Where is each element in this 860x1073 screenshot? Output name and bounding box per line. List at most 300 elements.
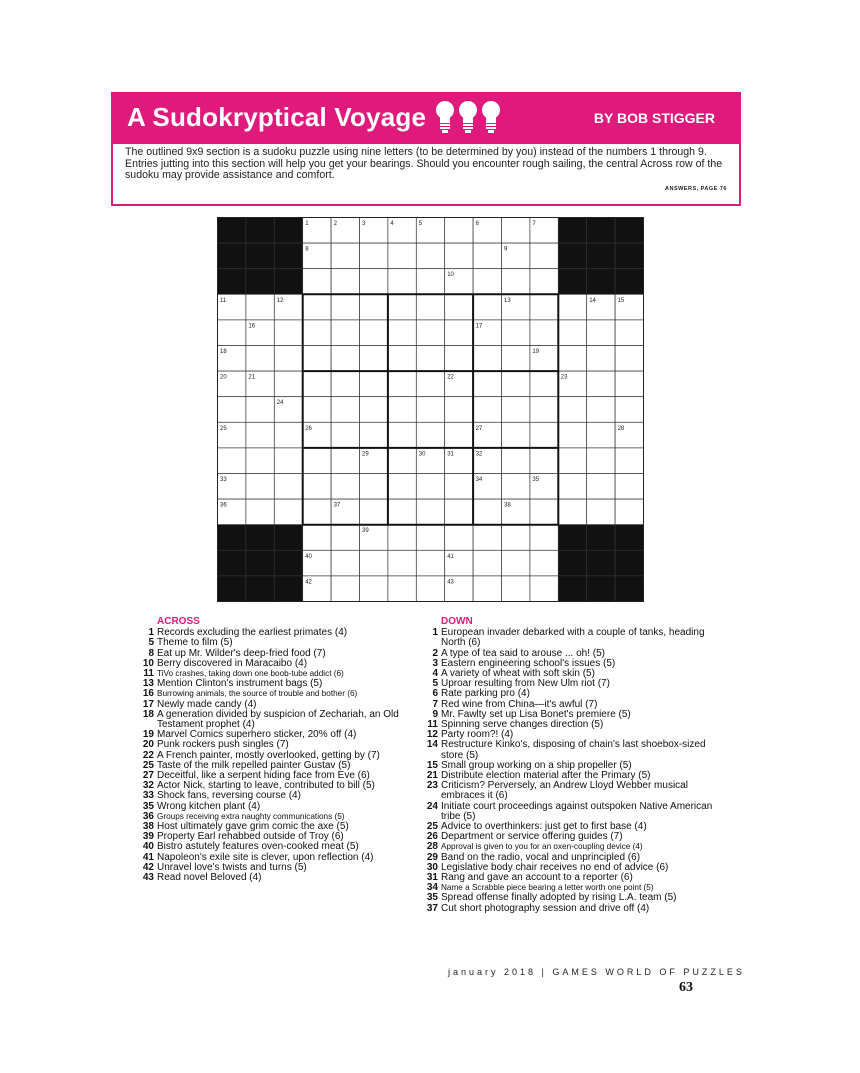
- black-square: [274, 243, 302, 269]
- difficulty-rating: [435, 100, 501, 136]
- grid-cell[interactable]: [303, 269, 331, 295]
- black-square: [246, 525, 274, 551]
- down-clues: [424, 617, 724, 914]
- grid-cell[interactable]: [416, 371, 444, 397]
- grid-cell[interactable]: [473, 269, 501, 295]
- clue-number: 15: [617, 297, 625, 304]
- crossword-grid: [217, 217, 644, 607]
- lightbulb-icon: [435, 100, 455, 136]
- down-heading: DOWN: [441, 616, 473, 627]
- clue-number-label: 25: [426, 821, 438, 833]
- grid-cell[interactable]: [587, 346, 615, 372]
- clue-text: Napoleon's exile site is clever, upon reflection (4): [157, 851, 374, 863]
- grid-cell[interactable]: [445, 294, 473, 320]
- title-banner: [111, 92, 741, 206]
- grid-cell[interactable]: [360, 243, 388, 269]
- clue-number-label: 2: [432, 647, 438, 659]
- grid-cell[interactable]: [303, 525, 331, 551]
- clue-number-label: 43: [142, 872, 154, 884]
- clue-number-label: 6: [432, 688, 438, 700]
- across-heading: ACROSS: [157, 616, 200, 627]
- grid-cell[interactable]: [530, 320, 558, 346]
- byline: BY BOB STIGGER: [593, 110, 715, 126]
- grid-cell[interactable]: [445, 218, 473, 244]
- grid-cell[interactable]: [331, 243, 359, 269]
- across-clue: [140, 710, 410, 730]
- grid-cell[interactable]: [246, 346, 274, 372]
- grid-cell[interactable]: [587, 499, 615, 525]
- clue-number: 27: [475, 425, 483, 432]
- grid-cell[interactable]: [615, 448, 643, 474]
- grid-cell[interactable]: [416, 397, 444, 423]
- grid-cell[interactable]: [274, 320, 302, 346]
- clue-number-label: 34: [426, 882, 438, 894]
- clue-number-label: 29: [426, 851, 438, 863]
- grid-cell[interactable]: [388, 346, 416, 372]
- grid-cell[interactable]: [473, 525, 501, 551]
- clue-number-label: 40: [142, 841, 154, 853]
- banner-header: [113, 94, 739, 144]
- black-square: [587, 218, 615, 244]
- black-square: [218, 576, 246, 602]
- grid-cell[interactable]: [416, 550, 444, 576]
- grid-cell[interactable]: [615, 474, 643, 500]
- across-clues: [140, 617, 410, 883]
- down-clue: [424, 904, 724, 914]
- clue-number: 34: [475, 477, 483, 483]
- lightbulb-icon: [458, 100, 478, 136]
- clue-text: Uproar resulting from New Ulm riot (7): [441, 678, 610, 690]
- clue-number: 42: [305, 579, 312, 586]
- black-square: [615, 269, 643, 295]
- grid-cell[interactable]: [246, 422, 274, 448]
- down-clue-list: [424, 628, 724, 914]
- grid-cell[interactable]: [388, 576, 416, 602]
- clue-number-label: 35: [142, 800, 154, 812]
- clue-text: Read novel Beloved (4): [157, 872, 262, 884]
- grid-cell[interactable]: [388, 371, 416, 397]
- clue-number: 5: [418, 221, 423, 227]
- grid-cell[interactable]: [473, 576, 501, 602]
- grid-cell[interactable]: [530, 525, 558, 551]
- grid-cell[interactable]: [502, 550, 530, 576]
- clue-number-label: 5: [432, 678, 438, 690]
- black-square: [246, 576, 274, 602]
- grid-cell[interactable]: [473, 243, 501, 269]
- clue-text: Name a Scrabble piece bearing a letter worth one point (5): [441, 883, 654, 893]
- black-square: [615, 243, 643, 269]
- clue-number-label: 17: [142, 698, 154, 710]
- clue-number-label: 32: [142, 780, 154, 792]
- grid-cell[interactable]: [360, 294, 388, 320]
- clue-number: 25: [220, 425, 227, 432]
- grid-cell[interactable]: [530, 269, 558, 295]
- grid-cell[interactable]: [445, 525, 473, 551]
- grid-cell[interactable]: [331, 550, 359, 576]
- grid-cell[interactable]: [388, 499, 416, 525]
- grid-cell[interactable]: [331, 346, 359, 372]
- grid-cell[interactable]: [473, 294, 501, 320]
- grid-cell[interactable]: [218, 397, 246, 423]
- grid-cell[interactable]: [416, 269, 444, 295]
- down-clue: [424, 832, 724, 842]
- grid-cell[interactable]: [416, 499, 444, 525]
- clue-text: TiVo crashes, taking down one boob-tube addict (6): [157, 669, 344, 679]
- grid-cell[interactable]: [587, 371, 615, 397]
- grid-cell[interactable]: [530, 576, 558, 602]
- grid-cell[interactable]: [558, 448, 586, 474]
- grid-cell[interactable]: [360, 320, 388, 346]
- grid-cell[interactable]: [331, 576, 359, 602]
- grid-cell[interactable]: [615, 371, 643, 397]
- clue-number-label: 22: [142, 749, 154, 761]
- clue-number: 16: [248, 323, 256, 330]
- black-square: [587, 525, 615, 551]
- clue-text: Criticism? Perversely, an Andrew Lloyd Webber musical embraces it (6): [441, 780, 688, 802]
- grid-cell[interactable]: [246, 294, 274, 320]
- grid-cell[interactable]: [388, 269, 416, 295]
- clue-number: 4: [390, 221, 394, 227]
- grid-cell[interactable]: [473, 346, 501, 372]
- clue-number-label: 9: [432, 708, 438, 720]
- grid-cell[interactable]: [530, 243, 558, 269]
- grid-cell[interactable]: [274, 499, 302, 525]
- black-square: [615, 576, 643, 602]
- black-square: [218, 550, 246, 576]
- grid-cell[interactable]: [558, 422, 586, 448]
- black-square: [615, 218, 643, 244]
- grid-cell[interactable]: [360, 474, 388, 500]
- grid-cell[interactable]: [331, 269, 359, 295]
- answers-reference: ANSWERS, PAGE 76: [665, 186, 727, 192]
- grid-cell[interactable]: [246, 448, 274, 474]
- grid-cell[interactable]: [274, 371, 302, 397]
- clue-text: Rate parking pro (4): [441, 688, 530, 700]
- grid-cell[interactable]: [416, 320, 444, 346]
- clue-text: Newly made candy (4): [157, 698, 257, 710]
- grid-cell[interactable]: [530, 422, 558, 448]
- grid-cell[interactable]: [587, 448, 615, 474]
- clue-number-label: 28: [426, 841, 438, 853]
- clue-number-label: 4: [432, 668, 438, 680]
- black-square: [558, 550, 586, 576]
- grid-cell[interactable]: [615, 499, 643, 525]
- clue-number: 18: [220, 349, 227, 355]
- grid-cell[interactable]: [587, 320, 615, 346]
- grid-cell[interactable]: [416, 474, 444, 500]
- clue-text: Mr. Fawlty set up Lisa Bonet's premiere (5): [441, 708, 631, 720]
- clue-number-label: 31: [426, 872, 438, 884]
- grid-cell[interactable]: [530, 294, 558, 320]
- clue-text: Records excluding the earliest primates (4): [157, 627, 348, 639]
- grid-svg: [217, 217, 644, 602]
- grid-cell[interactable]: [331, 525, 359, 551]
- grid-cell[interactable]: [558, 320, 586, 346]
- black-square: [274, 576, 302, 602]
- grid-cell[interactable]: [303, 346, 331, 372]
- grid-cell[interactable]: [303, 397, 331, 423]
- grid-cell[interactable]: [502, 422, 530, 448]
- clue-number-label: 15: [426, 759, 438, 771]
- grid-cell[interactable]: [218, 320, 246, 346]
- grid-cell[interactable]: [388, 474, 416, 500]
- clue-text: Distribute election material after the Primary (5): [441, 770, 651, 782]
- grid-cell[interactable]: [331, 294, 359, 320]
- grid-cell[interactable]: [360, 550, 388, 576]
- down-clue: [424, 802, 724, 822]
- clue-number: 11: [220, 297, 227, 304]
- grid-cell[interactable]: [445, 243, 473, 269]
- grid-cell[interactable]: [502, 371, 530, 397]
- down-clue: [424, 781, 724, 801]
- grid-cell[interactable]: [445, 397, 473, 423]
- black-square: [558, 525, 586, 551]
- grid-cell[interactable]: [473, 371, 501, 397]
- grid-cell[interactable]: [388, 243, 416, 269]
- across-clue: [140, 802, 410, 812]
- grid-cell[interactable]: [558, 397, 586, 423]
- grid-cell[interactable]: [246, 397, 274, 423]
- clue-text: Approval is given to you for an oxen-coupling device (4): [441, 842, 643, 852]
- grid-cell[interactable]: [615, 320, 643, 346]
- black-square: [558, 243, 586, 269]
- clue-number: 2: [333, 221, 337, 227]
- grid-cell[interactable]: [303, 320, 331, 346]
- grid-cell[interactable]: [388, 422, 416, 448]
- grid-cell[interactable]: [274, 474, 302, 500]
- grid-cell[interactable]: [303, 448, 331, 474]
- down-clue: [424, 740, 724, 760]
- grid-cell[interactable]: [246, 474, 274, 500]
- grid-cell[interactable]: [218, 448, 246, 474]
- grid-cell[interactable]: [502, 474, 530, 500]
- grid-cell[interactable]: [416, 422, 444, 448]
- clue-text: A French painter, mostly overlooked, getting by (7): [157, 749, 380, 761]
- clue-number-label: 19: [142, 729, 154, 741]
- clue-number-label: 16: [142, 688, 154, 700]
- clue-text: Deceitful, like a serpent hiding face from Eve (6): [157, 770, 370, 782]
- clue-number-label: 1: [148, 627, 154, 639]
- black-square: [218, 243, 246, 269]
- clue-number-label: 11: [427, 719, 438, 731]
- grid-cell[interactable]: [587, 474, 615, 500]
- grid-cell[interactable]: [416, 243, 444, 269]
- grid-cell[interactable]: [445, 320, 473, 346]
- clue-number: 35: [532, 477, 540, 483]
- grid-cell[interactable]: [530, 397, 558, 423]
- clue-number-label: 27: [142, 770, 154, 782]
- clue-number: 13: [504, 297, 511, 304]
- grid-cell[interactable]: [473, 550, 501, 576]
- clue-number-label: 38: [142, 821, 154, 833]
- grid-cell[interactable]: [587, 397, 615, 423]
- grid-cell[interactable]: [615, 397, 643, 423]
- grid-cell[interactable]: [587, 422, 615, 448]
- clue-number-label: 11: [143, 668, 154, 680]
- grid-cell[interactable]: [360, 397, 388, 423]
- across-clue-list: [140, 628, 410, 883]
- grid-cell[interactable]: [416, 576, 444, 602]
- grid-cell[interactable]: [416, 294, 444, 320]
- puzzle-title: A Sudokryptical Voyage: [127, 102, 427, 132]
- clue-number-label: 24: [426, 800, 438, 812]
- grid-cell[interactable]: [530, 550, 558, 576]
- clue-text: Bistro astutely features oven-cooked meat (5): [157, 841, 359, 853]
- grid-cell[interactable]: [303, 499, 331, 525]
- grid-cell[interactable]: [530, 499, 558, 525]
- grid-cell[interactable]: [473, 397, 501, 423]
- intro-text: The outlined 9x9 section is a sudoku puzzle using nine letters (to be determined by you) instead of the numbers 1 through 9. Entries jutting into this section will help you get your bearings. Should you encounter rough sailing, the central Across row of the sudoku may provide assistance and comfort.: [125, 146, 723, 181]
- clue-number-label: 8: [148, 647, 154, 659]
- clue-text: Red wine from China—it's awful (7): [441, 698, 598, 710]
- across-clue: [140, 659, 410, 669]
- grid-cell[interactable]: [502, 576, 530, 602]
- black-square: [587, 243, 615, 269]
- clue-number: 29: [362, 451, 369, 458]
- grid-cell[interactable]: [274, 422, 302, 448]
- clue-text: Department or service offering guides (7): [441, 831, 623, 843]
- clue-number: 24: [276, 400, 284, 407]
- grid-cell[interactable]: [530, 448, 558, 474]
- clue-text: Mention Clinton's instrument bags (5): [157, 678, 323, 690]
- clue-number: 14: [589, 297, 596, 304]
- clue-number: 33: [220, 477, 227, 483]
- black-square: [615, 550, 643, 576]
- down-clue: [424, 873, 724, 883]
- clue-number: 39: [362, 528, 369, 535]
- black-square: [558, 576, 586, 602]
- clue-number: 26: [305, 425, 312, 432]
- grid-cell[interactable]: [502, 397, 530, 423]
- grid-cell[interactable]: [502, 320, 530, 346]
- clue-text: A variety of wheat with soft skin (5): [441, 668, 595, 680]
- black-square: [587, 576, 615, 602]
- grid-cell[interactable]: [416, 525, 444, 551]
- grid-cell[interactable]: [388, 397, 416, 423]
- clue-number-label: 5: [148, 637, 154, 649]
- clue-number: 38: [504, 502, 511, 509]
- clue-number-label: 36: [142, 810, 154, 822]
- black-square: [558, 218, 586, 244]
- grid-cell[interactable]: [274, 346, 302, 372]
- clue-number: 28: [617, 425, 625, 432]
- clue-text: Marvel Comics superhero sticker, 20% off (4): [157, 729, 357, 741]
- clue-text: Burrowing animals, the source of trouble and bother (6): [157, 689, 358, 699]
- page-number: 63: [679, 980, 693, 995]
- grid-cell[interactable]: [360, 269, 388, 295]
- grid-cell[interactable]: [502, 269, 530, 295]
- clue-number: 10: [447, 272, 454, 279]
- grid-cell[interactable]: [502, 525, 530, 551]
- grid-cell[interactable]: [360, 422, 388, 448]
- black-square: [274, 269, 302, 295]
- grid-cell[interactable]: [502, 346, 530, 372]
- clue-text: A generation divided by suspicion of Zechariah, an Old Testament prophet (4): [157, 708, 399, 731]
- clue-number-label: 42: [142, 861, 154, 873]
- clue-number: 36: [220, 502, 227, 509]
- grid-cell[interactable]: [388, 448, 416, 474]
- grid-cell[interactable]: [558, 294, 586, 320]
- clue-text: Host ultimately gave grim comic the axe (5): [157, 821, 349, 833]
- clue-text: Spinning serve changes direction (5): [441, 719, 604, 731]
- grid-cell[interactable]: [388, 525, 416, 551]
- clue-text: Eat up Mr. Wilder's deep-fried food (7): [157, 647, 326, 659]
- clue-text: Shock fans, reversing course (4): [157, 790, 301, 802]
- clue-text: Spread offense finally adopted by rising L.A. team (5): [441, 892, 677, 904]
- clue-number-label: 33: [142, 790, 154, 802]
- black-square: [274, 218, 302, 244]
- black-square: [246, 550, 274, 576]
- black-square: [246, 218, 274, 244]
- grid-cell[interactable]: [416, 346, 444, 372]
- grid-cell[interactable]: [303, 474, 331, 500]
- clue-text: Restructure Kinko's, disposing of chain's last shoebox-sized store (5): [441, 739, 706, 761]
- grid-cell[interactable]: [388, 294, 416, 320]
- grid-cell[interactable]: [388, 320, 416, 346]
- grid-cell[interactable]: [473, 499, 501, 525]
- black-square: [587, 269, 615, 295]
- grid-cell[interactable]: [360, 346, 388, 372]
- clue-number: 3: [362, 221, 366, 227]
- clue-number-label: 41: [142, 851, 154, 863]
- grid-cell[interactable]: [502, 448, 530, 474]
- grid-cell[interactable]: [246, 499, 274, 525]
- clue-text: Rang and gave an account to a reporter (6): [441, 872, 633, 884]
- grid-cell[interactable]: [530, 371, 558, 397]
- grid-cell[interactable]: [331, 448, 359, 474]
- clue-text: Groups receiving extra naughty communications (5): [157, 811, 345, 821]
- clue-text: Property Earl rehabbed outside of Troy (6): [157, 831, 344, 843]
- grid-cell[interactable]: [331, 397, 359, 423]
- grid-cell[interactable]: [360, 499, 388, 525]
- clue-number: 17: [475, 323, 483, 330]
- clue-number-label: 39: [142, 831, 154, 843]
- grid-cell[interactable]: [360, 371, 388, 397]
- clue-number: 6: [475, 221, 479, 227]
- grid-cell[interactable]: [445, 346, 473, 372]
- grid-cell[interactable]: [331, 320, 359, 346]
- grid-cell[interactable]: [331, 371, 359, 397]
- grid-cell[interactable]: [331, 474, 359, 500]
- grid-cell[interactable]: [303, 371, 331, 397]
- clue-text: Unravel love's twists and turns (5): [157, 861, 307, 873]
- clue-number: 21: [248, 374, 256, 381]
- grid-cell[interactable]: [445, 422, 473, 448]
- black-square: [274, 550, 302, 576]
- clue-number-label: 23: [426, 780, 438, 792]
- grid-cell[interactable]: [558, 474, 586, 500]
- grid-cell[interactable]: [445, 474, 473, 500]
- clue-number-label: 20: [142, 739, 154, 751]
- clue-number-label: 30: [426, 861, 438, 873]
- grid-cell[interactable]: [360, 576, 388, 602]
- clue-number: 8: [305, 246, 309, 253]
- grid-cell[interactable]: [445, 499, 473, 525]
- clue-number: 40: [305, 553, 312, 560]
- grid-cell[interactable]: [502, 218, 530, 244]
- grid-cell[interactable]: [388, 550, 416, 576]
- grid-cell[interactable]: [274, 448, 302, 474]
- clue-number: 20: [220, 374, 227, 381]
- grid-cell[interactable]: [615, 346, 643, 372]
- grid-cell[interactable]: [558, 346, 586, 372]
- grid-cell[interactable]: [558, 499, 586, 525]
- grid-cell[interactable]: [331, 422, 359, 448]
- clue-number-label: 37: [426, 902, 438, 914]
- clue-text: A type of tea said to arouse ... oh! (5): [441, 647, 605, 659]
- grid-cell[interactable]: [303, 294, 331, 320]
- clue-number: 7: [532, 221, 536, 227]
